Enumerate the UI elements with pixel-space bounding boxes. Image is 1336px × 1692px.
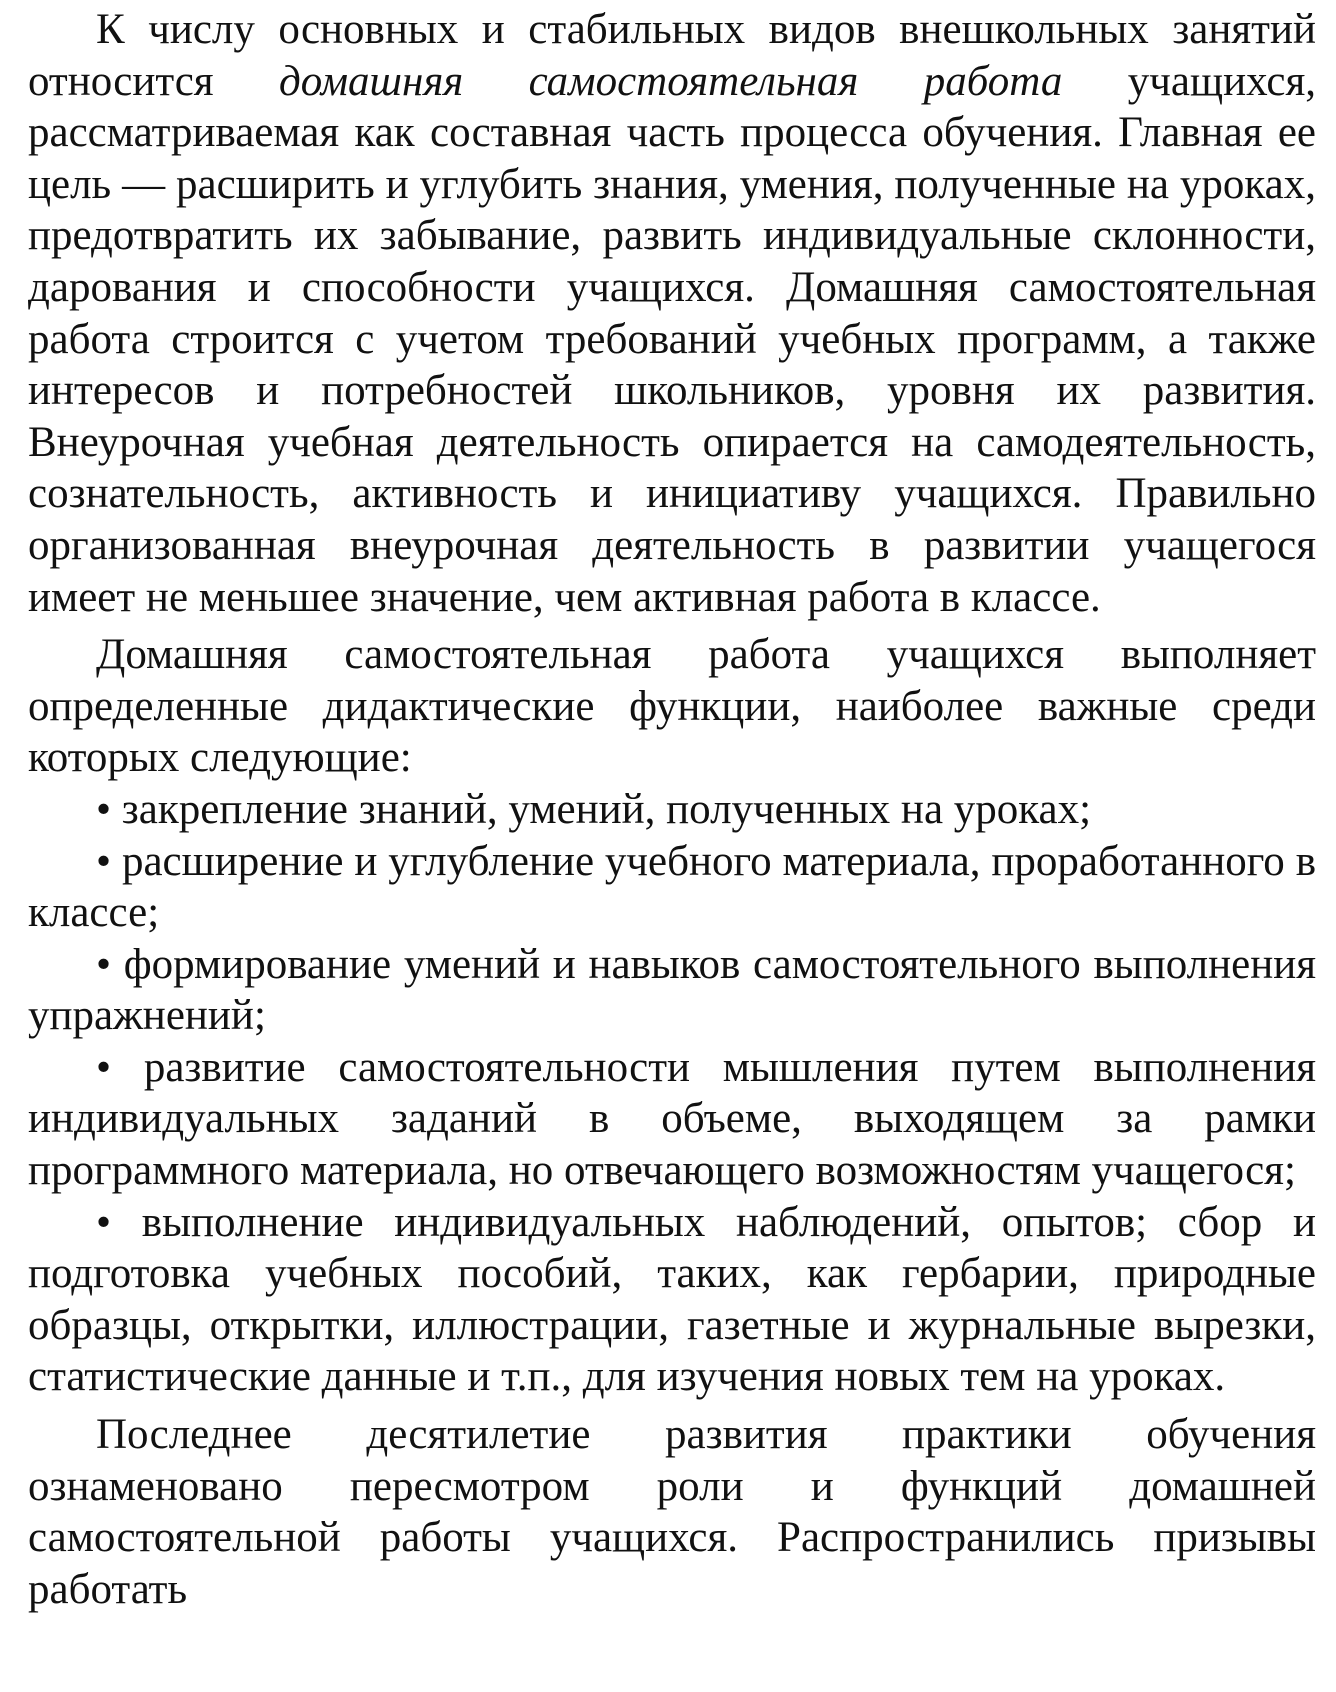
list-item: • формирование умений и навыков самостоятельного выполнения упражнений; [28, 940, 1316, 1040]
paragraph-last-decade: Последнее десятилетие развития практики обучения ознаменовано пересмотром роли и функций домашней самостоятельной работы учащихся. Распространились призывы работать [28, 1411, 1316, 1613]
paragraph-intro [28, 4, 1316, 623]
list-item: • выполнение индивидуальных наблюдений, опытов; сбор и подготовка учебных пособий, таких, как гербарии, природные образцы, открытки, иллюстрации, газетные и журнальные вырезки, статистические данные и т.п., для изучения новых тем на уроках. [28, 1198, 1316, 1401]
emphasized-term: домашняя самостоятельная работа [278, 57, 1063, 105]
paragraph-intro-start: К числу основных и стабильных видов внешкольных занятий относится [28, 6, 1316, 105]
paragraph-functions-intro: Домашняя самостоятельная работа учащихся выполняет определенные дидактические функции, наиболее важные среди которых следующие: [28, 631, 1316, 782]
list-item: • развитие самостоятельности мышления путем выполнения индивидуальных заданий в объеме, выходящем за рамки программного материала, но отвечающего возможностям учащегося; [28, 1043, 1316, 1195]
paragraph-intro-rest: учащихся, рассматриваемая как составная часть процесса обучения. Главная ее цель — расширить и углубить знания, умения, полученные на уроках, предотвратить их забывание, развить индивидуальные склонности, дарования и способности учащихся. Домашняя самостоятельная работа строится с учетом требований учебных программ, а также интересов и потребностей школьников, уровня их развития. Внеурочная учебная деятельность опирается на самодеятельность, сознательность, активность и инициативу учащихся. Правильно организованная внеурочная деятельность в развитии учащегося имеет не меньшее значение, чем активная работа в классе. [28, 57, 1316, 621]
document-page [28, 4, 1316, 1615]
list-item: • расширение и углубление учебного материала, проработанного в классе; [28, 837, 1316, 937]
list-item: • закрепление знаний, умений, полученных на уроках; [96, 785, 1092, 833]
